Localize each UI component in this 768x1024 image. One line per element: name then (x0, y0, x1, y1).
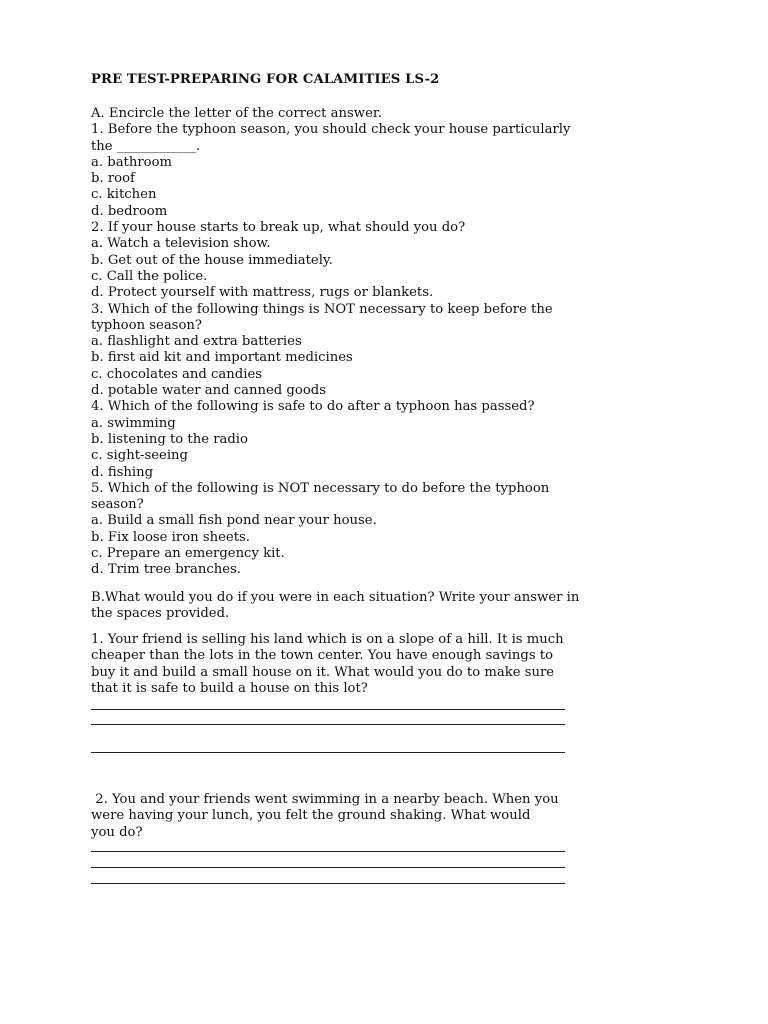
section-b-instruction (91, 590, 651, 623)
answer-lines-1 (91, 709, 565, 753)
question-1-stem: 1. Before the typhoon season, you should check your house particularly (91, 122, 571, 138)
question-1-stem: the ____________. (91, 138, 201, 154)
situation-1-line: cheaper than the lots in the town center. You have enough savings to (91, 648, 554, 664)
situation-1-line: 1. Your friend is selling his land which is on a slope of a hill. It is much (91, 632, 564, 647)
question-2-choice-c: c. Call the police. (91, 268, 208, 284)
question-3-choice-a: a. flashlight and extra batteries (91, 334, 302, 350)
question-5-stem: 5. Which of the following is NOT necessary to do before the typhoon (91, 480, 550, 496)
section-b-instruction-line: the spaces provided. (91, 606, 230, 622)
answer-line[interactable] (91, 752, 565, 753)
answer-lines-2 (91, 851, 565, 884)
question-4-choice-a: a. swimming (91, 415, 176, 431)
situation-2-line: you do? (91, 824, 143, 840)
answer-line[interactable] (91, 724, 565, 725)
question-1-choice-b: b. roof (91, 171, 135, 187)
section-a-instruction: A. Encircle the letter of the correct answer. (91, 106, 382, 121)
section-a (91, 106, 651, 579)
question-1-choice-d: d. bedroom (91, 203, 168, 219)
answer-line[interactable] (91, 883, 565, 884)
question-5-choice-b: b. Fix loose iron sheets. (91, 529, 250, 545)
page-title: PRE TEST-PREPARING FOR CALAMITIES LS-2 (91, 72, 440, 87)
situation-1-line: that it is safe to build a house on this lot? (91, 680, 368, 696)
question-1-choice-a: a. bathroom (91, 154, 173, 170)
question-3-stem: 3. Which of the following things is NOT necessary to keep before the (91, 301, 553, 317)
question-1-choice-c: c. kitchen (91, 187, 157, 203)
section-b-instruction-line: B.What would you do if you were in each situation? Write your answer in (91, 590, 580, 605)
question-5-choice-a: a. Build a small fish pond near your house. (91, 513, 377, 529)
situation-1-line: buy it and build a small house on it. What would you do to make sure (91, 664, 555, 680)
situation-2-line: 2. You and your friends went swimming in a nearby beach. When you (91, 792, 559, 807)
question-3-choice-c: c. chocolates and candies (91, 366, 263, 382)
question-5-stem: season? (91, 497, 144, 513)
question-2-stem: 2. If your house starts to break up, what should you do? (91, 220, 466, 236)
answer-line[interactable] (91, 867, 565, 868)
situation-1 (91, 632, 651, 697)
situation-2-line: were having your lunch, you felt the ground shaking. What would (91, 808, 531, 824)
answer-line[interactable] (91, 851, 565, 852)
question-2-choice-d: d. Protect yourself with mattress, rugs or blankets. (91, 285, 434, 301)
question-2-choice-b: b. Get out of the house immediately. (91, 252, 333, 268)
question-5-choice-d: d. Trim tree branches. (91, 562, 241, 578)
question-4-stem: 4. Which of the following is safe to do after a typhoon has passed? (91, 399, 535, 415)
question-4-choice-b: b. listening to the radio (91, 431, 248, 447)
answer-line[interactable] (91, 709, 565, 710)
question-4-choice-d: d. fishing (91, 464, 154, 480)
question-4-choice-c: c. sight-seeing (91, 448, 188, 464)
situation-2 (91, 792, 651, 841)
question-3-choice-d: d. potable water and canned goods (91, 383, 326, 399)
question-2-choice-a: a. Watch a television show. (91, 236, 271, 252)
question-5-choice-c: c. Prepare an emergency kit. (91, 546, 285, 562)
question-3-stem: typhoon season? (91, 317, 202, 333)
question-3-choice-b: b. first aid kit and important medicines (91, 350, 353, 366)
